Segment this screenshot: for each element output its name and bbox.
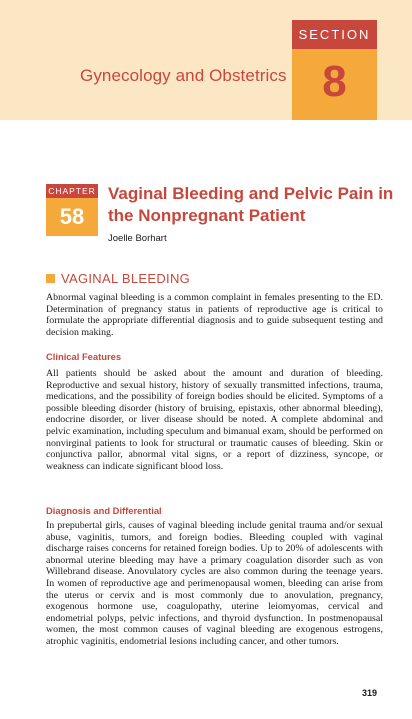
diagnosis-heading: Diagnosis and Differential	[46, 505, 162, 516]
section-title: Gynecology and Obstetrics	[80, 66, 287, 85]
chapter-label: CHAPTER	[46, 184, 98, 198]
chapter-title: Vaginal Bleeding and Pelvic Pain in the Nonpregnant Patient	[108, 184, 394, 225]
clinical-features-heading: Clinical Features	[46, 351, 122, 362]
chapter-author: Joelle Borhart	[108, 233, 167, 244]
intro-paragraph: Abnormal vaginal bleeding is a common complaint in females presenting to the ED. Determination of pregnancy status in patients of reproductive age is critical to formulate the appropriate differential diagnosis and to guide subsequent testing and decision making.	[46, 292, 383, 338]
main-heading	[46, 271, 190, 286]
main-heading-text: VAGINAL BLEEDING	[61, 271, 191, 286]
diagnosis-paragraph: In prepubertal girls, causes of vaginal bleeding include genital trauma and/or sexual abuse, vaginitis, tumors, and foreign bodies. Bleeding coupled with vaginal discharge raises concerns for retained foreign bodies. Up to 20% of adolescents with abnormal uterine bleeding may have a primary coagulation disorder such as von Willebrand disease. Anovulatory cycles are also common during the teenage years. In women of reproductive age and perimenopausal women, bleeding can arise from the uterus or cervix and is most commonly due to anovulation, pregnancy, exogenous hormone use, coagulopathy, uterine leiomyomas, cervical and endometrial polyps, pelvic infections, and thyroid dysfunction. In postmenopausal women, the most common causes of vaginal bleeding are exogenous estrogens, atrophic vaginitis, endometrial lesions including cancer, and other tumors.	[46, 520, 383, 647]
clinical-features-paragraph: All patients should be asked about the amount and duration of bleeding. Reproductive and sexual history, history of sexually transmitted infections, trauma, medications, and the possibility of foreign bodies should be elicited. Symptoms of a possible bleeding disorder (history of bruising, epistaxis, other abnormal bleeding), endocrine disorder, or liver disease should be noted. A complete abdominal and pelvic examination, including speculum and bimanual exam, should be performed on nonvirginal patients to look for structural or traumatic causes of bleeding. Skin or conjunctiva pallor, abnormal vital signs, or a report of dizziness, syncope, or weakness can indicate significant blood loss.	[46, 368, 383, 472]
chapter-number: 58	[46, 198, 98, 236]
heading-square-icon	[46, 274, 55, 283]
page-number: 319	[362, 688, 378, 698]
section-number: 8	[322, 57, 347, 106]
section-label: SECTION	[292, 20, 377, 49]
